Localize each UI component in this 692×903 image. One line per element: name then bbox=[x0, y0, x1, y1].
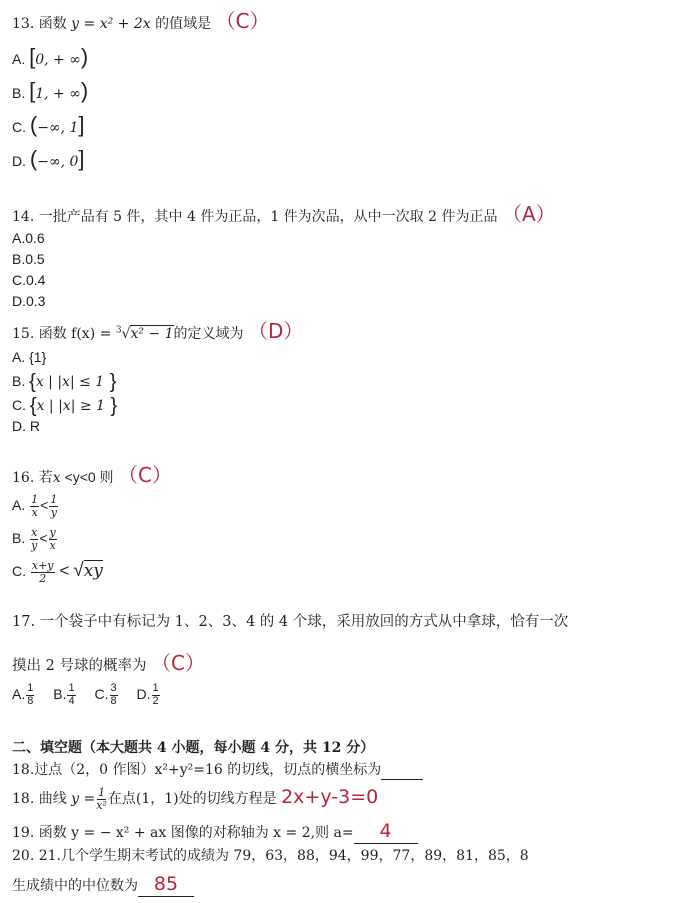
q19-line bbox=[12, 820, 418, 844]
option-label: C. bbox=[12, 119, 26, 135]
numerator: 1 bbox=[27, 682, 34, 694]
numerator: 1 bbox=[98, 785, 106, 799]
operator: < bbox=[59, 561, 70, 580]
denominator: x² bbox=[96, 798, 107, 812]
radicand: xy bbox=[83, 561, 103, 581]
q20-answer: 85 bbox=[138, 873, 194, 897]
radical-sign: √ bbox=[121, 326, 131, 342]
denominator: x bbox=[49, 538, 56, 552]
fraction bbox=[31, 560, 55, 584]
q15-option-a bbox=[12, 349, 46, 366]
fraction bbox=[96, 787, 107, 811]
option-label: D. bbox=[12, 153, 26, 169]
option-label: C. bbox=[94, 685, 109, 702]
q16-prefix: 16. 若 bbox=[12, 470, 53, 486]
option-label: B. bbox=[53, 685, 67, 702]
denominator: y bbox=[31, 538, 38, 552]
option-label: D. bbox=[12, 418, 26, 434]
interval-right: ] bbox=[78, 112, 85, 137]
q15-answer: （D） bbox=[247, 319, 304, 343]
q13-expr: y = x² + 2x bbox=[71, 16, 151, 32]
interval-left: [ bbox=[29, 44, 36, 69]
left-brace: { bbox=[29, 395, 37, 417]
q18a-text: 18.过点（2，0 作图）x²+y²=16 的切线，切点的横坐标为 bbox=[12, 762, 382, 778]
q15-radicand: x² − 1 bbox=[130, 326, 174, 342]
q16-stem bbox=[12, 463, 172, 487]
q18a-blank bbox=[381, 762, 423, 780]
q13-stem bbox=[12, 9, 270, 33]
option-label: B. bbox=[12, 529, 26, 546]
interval-right: ] bbox=[78, 146, 85, 171]
numerator: x bbox=[31, 526, 38, 539]
q16-option-b bbox=[12, 527, 58, 551]
operator: < bbox=[40, 496, 49, 513]
option-value: {1} bbox=[29, 349, 47, 365]
denominator: 8 bbox=[110, 694, 117, 707]
q14-option-d: D.0.3 bbox=[12, 293, 46, 309]
interval-right: ) bbox=[80, 44, 89, 69]
option-label: A. bbox=[12, 51, 26, 67]
q18b-suffix: 在点(1，1)处的切线方程是 bbox=[107, 791, 277, 807]
fraction bbox=[49, 527, 57, 551]
q14-option-b: B.0.5 bbox=[12, 251, 45, 267]
numerator: 1 bbox=[31, 493, 39, 506]
q16-option-a bbox=[12, 494, 59, 518]
fraction bbox=[26, 683, 34, 707]
q15-stem bbox=[12, 319, 303, 343]
q13-option-a bbox=[12, 44, 88, 70]
q20-line2 bbox=[12, 873, 194, 897]
q13-prefix: 13. 函数 bbox=[12, 16, 67, 32]
q18b-answer: 2x+y-3=0 bbox=[281, 786, 379, 808]
interval-left: ( bbox=[29, 146, 38, 171]
option-label: C. bbox=[12, 563, 26, 579]
fraction bbox=[30, 527, 38, 551]
q17-options bbox=[12, 683, 161, 707]
q14-stem bbox=[12, 202, 556, 226]
interval-value: 1, + ∞ bbox=[35, 86, 81, 102]
option-label: B. bbox=[12, 373, 26, 389]
numerator: y bbox=[49, 526, 56, 539]
radical-sign: √ bbox=[73, 560, 84, 581]
interval-left: [ bbox=[29, 78, 36, 103]
q18b-line bbox=[12, 786, 378, 811]
q15-suffix: 的定义域为 bbox=[173, 326, 244, 342]
q13-answer: （C） bbox=[215, 9, 270, 33]
option-label: A. bbox=[12, 496, 26, 513]
section-heading: 二、填空题（本大题共 4 小题，每小题 4 分，共 12 分） bbox=[12, 740, 375, 756]
option-label: D. bbox=[136, 685, 151, 702]
q20-text: 生成绩中的中位数为 bbox=[12, 878, 138, 894]
interval-value: −∞, 0 bbox=[37, 154, 79, 170]
q17-line1: 17. 一个袋子中有标记为 1、2、3、4 的 4 个球，采用放回的方式从中拿球，恰有一次 bbox=[12, 614, 569, 630]
operator: < bbox=[39, 529, 48, 546]
q14-option-c: C.0.4 bbox=[12, 272, 46, 288]
right-brace: } bbox=[104, 395, 118, 417]
q17-option-c bbox=[94, 682, 119, 707]
q17-option-a bbox=[12, 682, 35, 707]
left-brace: { bbox=[29, 371, 36, 393]
q17-answer: （C） bbox=[151, 651, 206, 675]
q19-answer: 4 bbox=[354, 820, 418, 844]
q17-text: 摸出 2 号球的概率为 bbox=[12, 658, 147, 674]
right-brace: } bbox=[104, 371, 117, 393]
q15-option-d bbox=[12, 418, 40, 435]
q16-cond: <y<0 则 bbox=[60, 469, 114, 485]
q13-option-c bbox=[12, 112, 85, 138]
q17-option-b bbox=[53, 682, 76, 707]
q16-answer: （C） bbox=[118, 463, 172, 487]
numerator: x+y bbox=[31, 559, 54, 573]
fraction bbox=[30, 494, 39, 518]
q15-prefix: 15. 函数 f(x) = bbox=[12, 326, 112, 342]
denominator: 2 bbox=[39, 571, 47, 585]
denominator: 4 bbox=[68, 694, 75, 707]
q20-line1: 20. 21.几个学生期末考试的成绩为 79，63，88，94，99，77，89，81，85，8 bbox=[12, 848, 529, 864]
q16-x: x bbox=[52, 470, 61, 486]
option-label: A. bbox=[12, 685, 26, 702]
q15-option-b bbox=[12, 370, 116, 394]
radical-index: 3 bbox=[115, 325, 122, 336]
q17-line2 bbox=[12, 651, 205, 675]
denominator: 8 bbox=[27, 694, 34, 707]
q19-text: 19. 函数 y = − x² + ax 图像的对称轴为 x = 2,则 a= bbox=[12, 825, 354, 841]
numerator: 3 bbox=[110, 682, 117, 694]
q17-option-d bbox=[136, 682, 161, 707]
fraction bbox=[67, 683, 75, 707]
fraction bbox=[110, 683, 118, 707]
q14-text: 14. 一批产品有 5 件，其中 4 件为正品，1 件为次品，从中一次取 2 件为正品 bbox=[12, 209, 498, 225]
denominator: x bbox=[31, 505, 38, 519]
option-label: B. bbox=[12, 85, 26, 101]
fraction bbox=[49, 494, 58, 518]
denominator: 2 bbox=[152, 694, 159, 707]
option-label: C. bbox=[12, 397, 26, 413]
option-value: R bbox=[29, 418, 41, 434]
numerator: 1 bbox=[50, 493, 58, 506]
numerator: 1 bbox=[68, 682, 75, 694]
option-label: A. bbox=[12, 349, 26, 365]
denominator: y bbox=[50, 505, 57, 519]
interval-left: ( bbox=[29, 112, 38, 137]
numerator: 1 bbox=[152, 682, 159, 694]
option-value: x | |x| ≥ 1 bbox=[36, 398, 105, 414]
interval-value: 0, + ∞ bbox=[35, 52, 81, 68]
option-value: x | |x| ≤ 1 bbox=[35, 374, 105, 390]
q13-option-d bbox=[12, 146, 85, 172]
q18b-y: y = bbox=[71, 791, 96, 807]
q16-option-c bbox=[12, 560, 103, 584]
fraction bbox=[152, 683, 160, 707]
q14-option-a: A.0.6 bbox=[12, 230, 45, 246]
q13-suffix: 的值域是 bbox=[155, 16, 212, 32]
q13-option-b bbox=[12, 78, 88, 104]
q14-answer: （A） bbox=[501, 202, 556, 226]
q15-option-c bbox=[12, 394, 117, 418]
interval-right: ) bbox=[80, 78, 89, 103]
q18b-prefix: 18. 曲线 bbox=[12, 791, 67, 807]
interval-value: −∞, 1 bbox=[37, 120, 79, 136]
q18a-line bbox=[12, 762, 423, 780]
